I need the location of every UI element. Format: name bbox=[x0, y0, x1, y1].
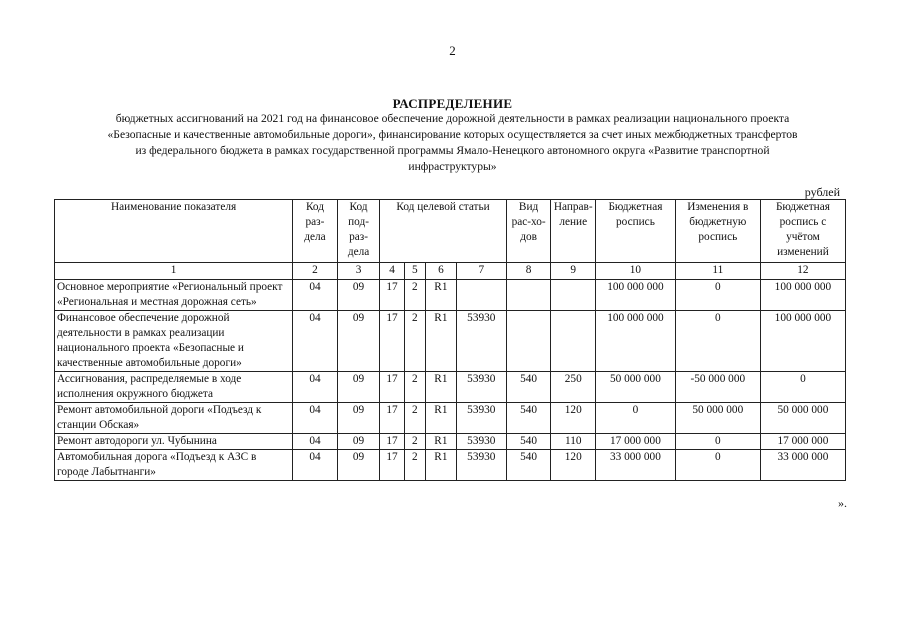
budget-changed-amount-cell: 0 bbox=[760, 372, 845, 403]
row-name-cell: Ремонт автомобильной дороги «Подъезд к станции Обская» bbox=[55, 403, 293, 434]
column-number: 7 bbox=[456, 263, 506, 280]
subsection-code-cell: 09 bbox=[337, 434, 380, 450]
subtitle-line: бюджетных ассигнований на 2021 год на финансовое обеспечение дорожной деятельности в рамках реализации национального проекта bbox=[115, 112, 790, 125]
project-code-cell: R1 bbox=[425, 372, 456, 403]
column-number-row bbox=[55, 263, 846, 280]
subtitle-line: «Безопасные и качественные автомобильные дороги», финансирование которых осуществляется за счет иных межбюджетных трансфертов bbox=[107, 128, 798, 141]
subtitle-line: инфраструктуры» bbox=[408, 160, 497, 173]
budget-allocation-table bbox=[54, 199, 846, 481]
budget-amount-cell: 50 000 000 bbox=[596, 372, 676, 403]
document-title: РАСПРЕДЕЛЕНИЕ bbox=[392, 96, 513, 111]
column-number: 1 bbox=[55, 263, 293, 280]
row-name-cell: Автомобильная дорога «Подъезд к АЗС в городе Лабытнанги» bbox=[55, 450, 293, 481]
subprogram-code-cell: 2 bbox=[404, 403, 425, 434]
header-changes: Изменения в бюджетную роспись bbox=[675, 200, 760, 263]
direction-code-cell: 53930 bbox=[456, 434, 506, 450]
subprogram-code-cell: 2 bbox=[404, 450, 425, 481]
table-row bbox=[55, 280, 846, 311]
direction-code-cell bbox=[456, 280, 506, 311]
header-name: Наименование показателя bbox=[55, 200, 293, 263]
program-code-cell: 17 bbox=[380, 434, 404, 450]
table-header-row bbox=[55, 200, 846, 263]
section-code-cell: 04 bbox=[293, 311, 338, 372]
program-code-cell: 17 bbox=[380, 403, 404, 434]
column-number: 4 bbox=[380, 263, 404, 280]
subsection-code-cell: 09 bbox=[337, 372, 380, 403]
header-direction: Направ-ление bbox=[551, 200, 596, 263]
row-name-cell: Ассигнования, распределяемые в ходе исполнения окружного бюджета bbox=[55, 372, 293, 403]
direction-cell: 110 bbox=[551, 434, 596, 450]
project-code-cell: R1 bbox=[425, 403, 456, 434]
table-row bbox=[55, 450, 846, 481]
direction-code-cell: 53930 bbox=[456, 450, 506, 481]
table-row bbox=[55, 434, 846, 450]
subsection-code-cell: 09 bbox=[337, 311, 380, 372]
changes-amount-cell: -50 000 000 bbox=[675, 372, 760, 403]
section-code-cell: 04 bbox=[293, 450, 338, 481]
direction-code-cell: 53930 bbox=[456, 311, 506, 372]
expense-type-cell: 540 bbox=[506, 450, 551, 481]
row-name-cell: Основное мероприятие «Региональный проект «Региональная и местная дорожная сеть» bbox=[55, 280, 293, 311]
column-number: 9 bbox=[551, 263, 596, 280]
expense-type-cell: 540 bbox=[506, 403, 551, 434]
changes-amount-cell: 0 bbox=[675, 280, 760, 311]
project-code-cell: R1 bbox=[425, 450, 456, 481]
project-code-cell: R1 bbox=[425, 434, 456, 450]
direction-cell bbox=[551, 280, 596, 311]
program-code-cell: 17 bbox=[380, 311, 404, 372]
header-expense-type: Вид рас-хо-дов bbox=[506, 200, 551, 263]
budget-amount-cell: 33 000 000 bbox=[596, 450, 676, 481]
direction-cell: 120 bbox=[551, 403, 596, 434]
header-budget-changed: Бюджетная роспись с учётом изменений bbox=[760, 200, 845, 263]
table-row bbox=[55, 372, 846, 403]
subprogram-code-cell: 2 bbox=[404, 434, 425, 450]
subtitle-line: из федерального бюджета в рамках государственной программы Ямало-Ненецкого автономного округа «Развитие транспортной bbox=[135, 144, 770, 157]
changes-amount-cell: 0 bbox=[675, 434, 760, 450]
section-code-cell: 04 bbox=[293, 403, 338, 434]
budget-changed-amount-cell: 100 000 000 bbox=[760, 280, 845, 311]
expense-type-cell: 540 bbox=[506, 372, 551, 403]
expense-type-cell: 540 bbox=[506, 434, 551, 450]
document-subtitle bbox=[60, 111, 845, 175]
budget-changed-amount-cell: 50 000 000 bbox=[760, 403, 845, 434]
budget-amount-cell: 0 bbox=[596, 403, 676, 434]
expense-type-cell bbox=[506, 311, 551, 372]
header-subsection: Код под-раз-дела bbox=[337, 200, 380, 263]
budget-amount-cell: 17 000 000 bbox=[596, 434, 676, 450]
end-quote-mark: ». bbox=[838, 496, 847, 510]
subprogram-code-cell: 2 bbox=[404, 311, 425, 372]
header-budget: Бюджетная роспись bbox=[596, 200, 676, 263]
section-code-cell: 04 bbox=[293, 434, 338, 450]
subsection-code-cell: 09 bbox=[337, 403, 380, 434]
budget-changed-amount-cell: 100 000 000 bbox=[760, 311, 845, 372]
column-number: 12 bbox=[760, 263, 845, 280]
currency-unit: рублей bbox=[804, 185, 840, 199]
column-number: 6 bbox=[425, 263, 456, 280]
page-number: 2 bbox=[449, 43, 456, 58]
direction-cell bbox=[551, 311, 596, 372]
changes-amount-cell: 50 000 000 bbox=[675, 403, 760, 434]
changes-amount-cell: 0 bbox=[675, 311, 760, 372]
column-number: 11 bbox=[675, 263, 760, 280]
column-number: 2 bbox=[293, 263, 338, 280]
direction-code-cell: 53930 bbox=[456, 372, 506, 403]
expense-type-cell bbox=[506, 280, 551, 311]
direction-cell: 120 bbox=[551, 450, 596, 481]
changes-amount-cell: 0 bbox=[675, 450, 760, 481]
budget-changed-amount-cell: 33 000 000 bbox=[760, 450, 845, 481]
program-code-cell: 17 bbox=[380, 280, 404, 311]
table-row bbox=[55, 311, 846, 372]
section-code-cell: 04 bbox=[293, 372, 338, 403]
subprogram-code-cell: 2 bbox=[404, 372, 425, 403]
subsection-code-cell: 09 bbox=[337, 450, 380, 481]
project-code-cell: R1 bbox=[425, 280, 456, 311]
header-target-code: Код целевой статьи bbox=[380, 200, 506, 263]
program-code-cell: 17 bbox=[380, 372, 404, 403]
row-name-cell: Ремонт автодороги ул. Чубынина bbox=[55, 434, 293, 450]
budget-amount-cell: 100 000 000 bbox=[596, 280, 676, 311]
direction-code-cell: 53930 bbox=[456, 403, 506, 434]
budget-changed-amount-cell: 17 000 000 bbox=[760, 434, 845, 450]
table-row bbox=[55, 403, 846, 434]
column-number: 5 bbox=[404, 263, 425, 280]
budget-amount-cell: 100 000 000 bbox=[596, 311, 676, 372]
subprogram-code-cell: 2 bbox=[404, 280, 425, 311]
section-code-cell: 04 bbox=[293, 280, 338, 311]
column-number: 8 bbox=[506, 263, 551, 280]
column-number: 10 bbox=[596, 263, 676, 280]
program-code-cell: 17 bbox=[380, 450, 404, 481]
header-section: Код раз-дела bbox=[293, 200, 338, 263]
direction-cell: 250 bbox=[551, 372, 596, 403]
row-name-cell: Финансовое обеспечение дорожной деятельности в рамках реализации национального проекта «Безопасные и качественные автомобильные дороги» bbox=[55, 311, 293, 372]
subsection-code-cell: 09 bbox=[337, 280, 380, 311]
project-code-cell: R1 bbox=[425, 311, 456, 372]
column-number: 3 bbox=[337, 263, 380, 280]
